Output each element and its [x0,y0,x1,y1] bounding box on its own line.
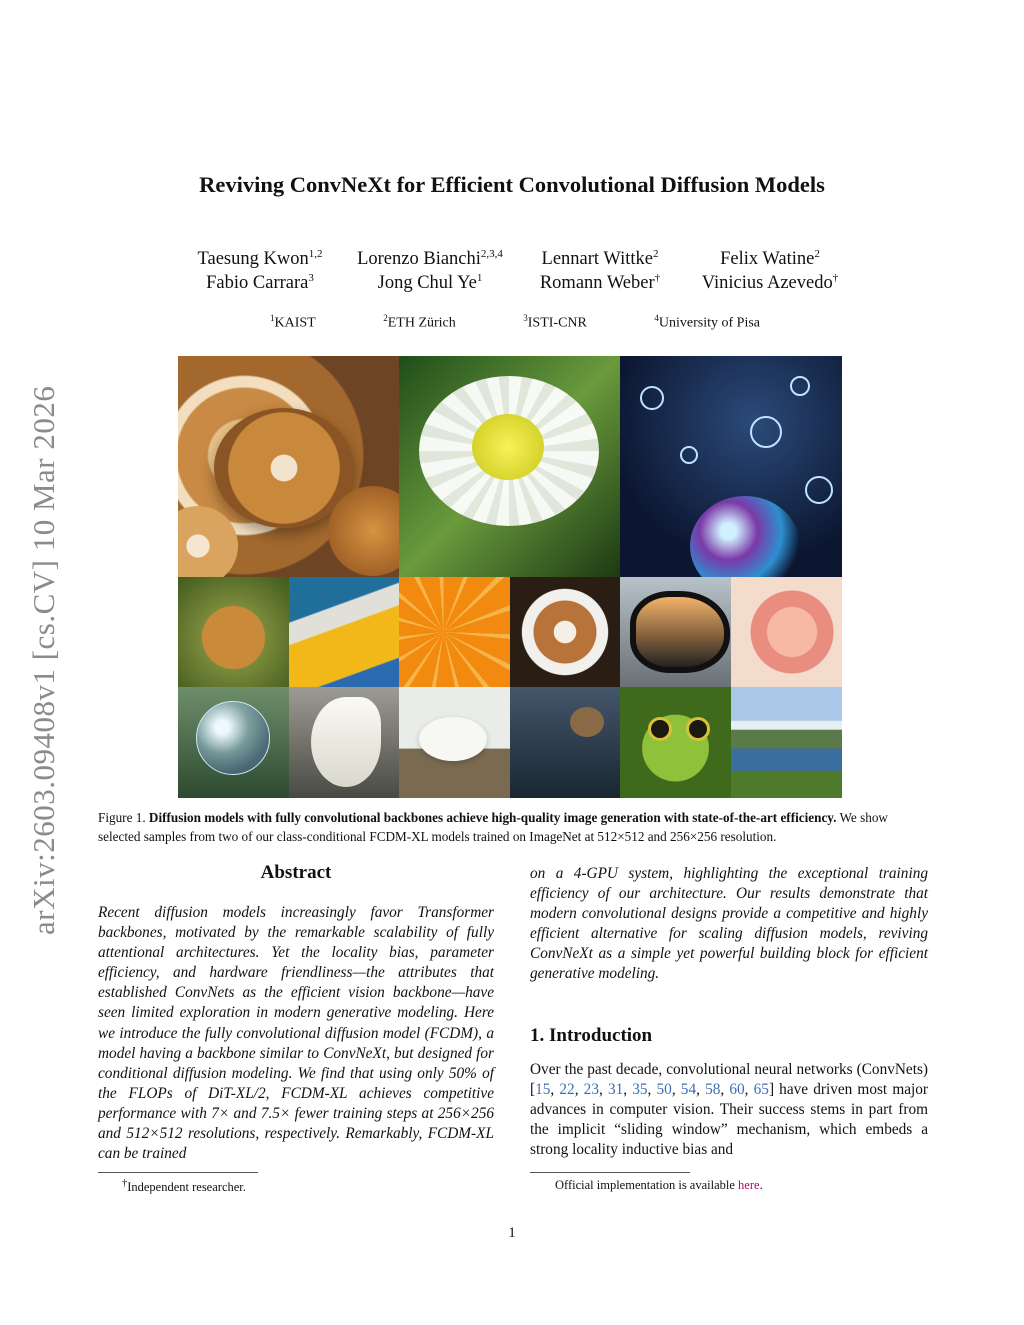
citation-link[interactable]: 50 [656,1081,672,1099]
footnote-rule-left [98,1172,258,1173]
affiliation: $^4$University of Pisa [654,313,760,331]
sample-image-lake-landscape [731,687,842,798]
affiliation: $^3$ISTI-CNR [523,313,587,331]
citation-link[interactable]: 31 [607,1081,624,1099]
author: Jong Chul Ye$^1$ [377,272,483,294]
arxiv-stamp: arXiv:2603.09408v1 [cs.CV] 10 Mar 2026 [26,385,61,935]
sample-image-bagels [178,356,399,577]
author: Taesung Kwon$^{1,2}$ [197,248,323,270]
author: Felix Watine$^2$ [720,248,820,270]
paper-title: Reviving ConvNeXt for Efficient Convolutional Diffusion Models [199,172,825,197]
footnote-right: Official implementation is available here. [555,1178,763,1192]
citation-link[interactable]: 22 [559,1081,575,1099]
figure-caption [98,808,928,846]
sample-image-golden-retriever [178,577,289,687]
caption-label: Figure 1. [98,810,146,825]
page-number: 1 [508,1225,516,1241]
author: Fabio Carrara$^3$ [206,272,314,294]
abstract-left-column: Recent diffusion models increasingly favor Transformer backbones, motivated by the remarkable scalability of fully attentional architectures. Yet the locality bias, parameter efficiency, and hardware friendliness—the attributes that established ConvNets as the efficient vision backbone—have seen limited exploration in modern generative modeling. Here we introduce the fully convolutional diffusion model (FCDM), a model having a backbone similar to ConvNeXt, but designed for conditional diffusion modeling. We find that using only 50% of the FLOPs of DiT-XL/2, FCDM-XL achieves competitive performance with 7× and 7.5× fewer training steps at 256×256 and 512×512 resolutions, respectively. Remarkably, FCDM-XL can be trained [98,904,494,1163]
citation-link[interactable]: 65 [753,1081,769,1099]
citation-link[interactable]: 23 [583,1081,599,1099]
sample-image-bubbles [620,356,842,577]
caption-rest: We show selected samples from two of our class-conditional FCDM-XL models trained on ImageNet at 512×512 and 256×256 resolution. [98,810,888,844]
affiliation: $^1$KAIST [270,313,316,331]
author-row-1 [175,248,855,270]
affiliations [270,313,760,332]
sample-image-frog [620,687,731,798]
sample-image-side-mirror [620,577,731,687]
citation-link[interactable]: 35 [632,1081,648,1099]
sample-image-goldfish [731,577,842,687]
sample-image-arctic-fox [399,687,510,798]
author-row-2 [175,272,855,294]
author: Romann Weber† [539,272,661,294]
footnote-rule-right [530,1172,690,1173]
introduction-heading: 1. Introduction [530,1025,653,1046]
author: Lennart Wittke$^2$ [541,248,659,270]
footnote-left: †Independent researcher. [122,1178,246,1195]
sample-image-soap-bubble [178,687,289,798]
introduction-body: Over the past decade, convolutional neural networks (ConvNets) [15, 22, 23, 31, 35, 50, 54, 58, 60, 65] have driven most major advances in computer vision. Their success stems in part from the implicit “sliding window” mechanism, which embeds a strong locality inductive bias and [530,1061,929,1159]
citation-link[interactable]: 15 [535,1081,551,1099]
citation-link[interactable]: 60 [729,1081,745,1099]
abstract-heading: Abstract [260,862,332,883]
sample-image-orange [399,577,510,687]
sample-image-latte [510,577,620,687]
author: Lorenzo Bianchi$^{2,3,4}$ [357,248,503,270]
caption-bold: Diffusion models with fully convolutional backbones achieve high-quality image generation with state-of-the-art efficiency. [148,810,837,825]
sample-image-cockatoo [289,687,399,798]
figure-sample-grid [178,356,842,798]
citation-link[interactable]: 58 [705,1081,721,1099]
affiliation: $^2$ETH Zürich [383,313,456,331]
sample-image-sea-otter [510,687,620,798]
implementation-link[interactable]: here [738,1178,760,1192]
sample-image-macaw [289,577,399,687]
abstract-right-column: on a 4-GPU system, highlighting the exceptional training efficiency of our architecture. Our results demonstrate that modern convolutional designs provide a competitive and highly efficient alternative for scaling diffusion models, reviving ConvNeXt as a simple yet powerful building block for efficient generative modeling. [530,865,928,983]
author: Vinicius Azevedo† [701,272,839,294]
sample-image-daisy [399,356,620,577]
citation-link[interactable]: 54 [680,1081,697,1099]
